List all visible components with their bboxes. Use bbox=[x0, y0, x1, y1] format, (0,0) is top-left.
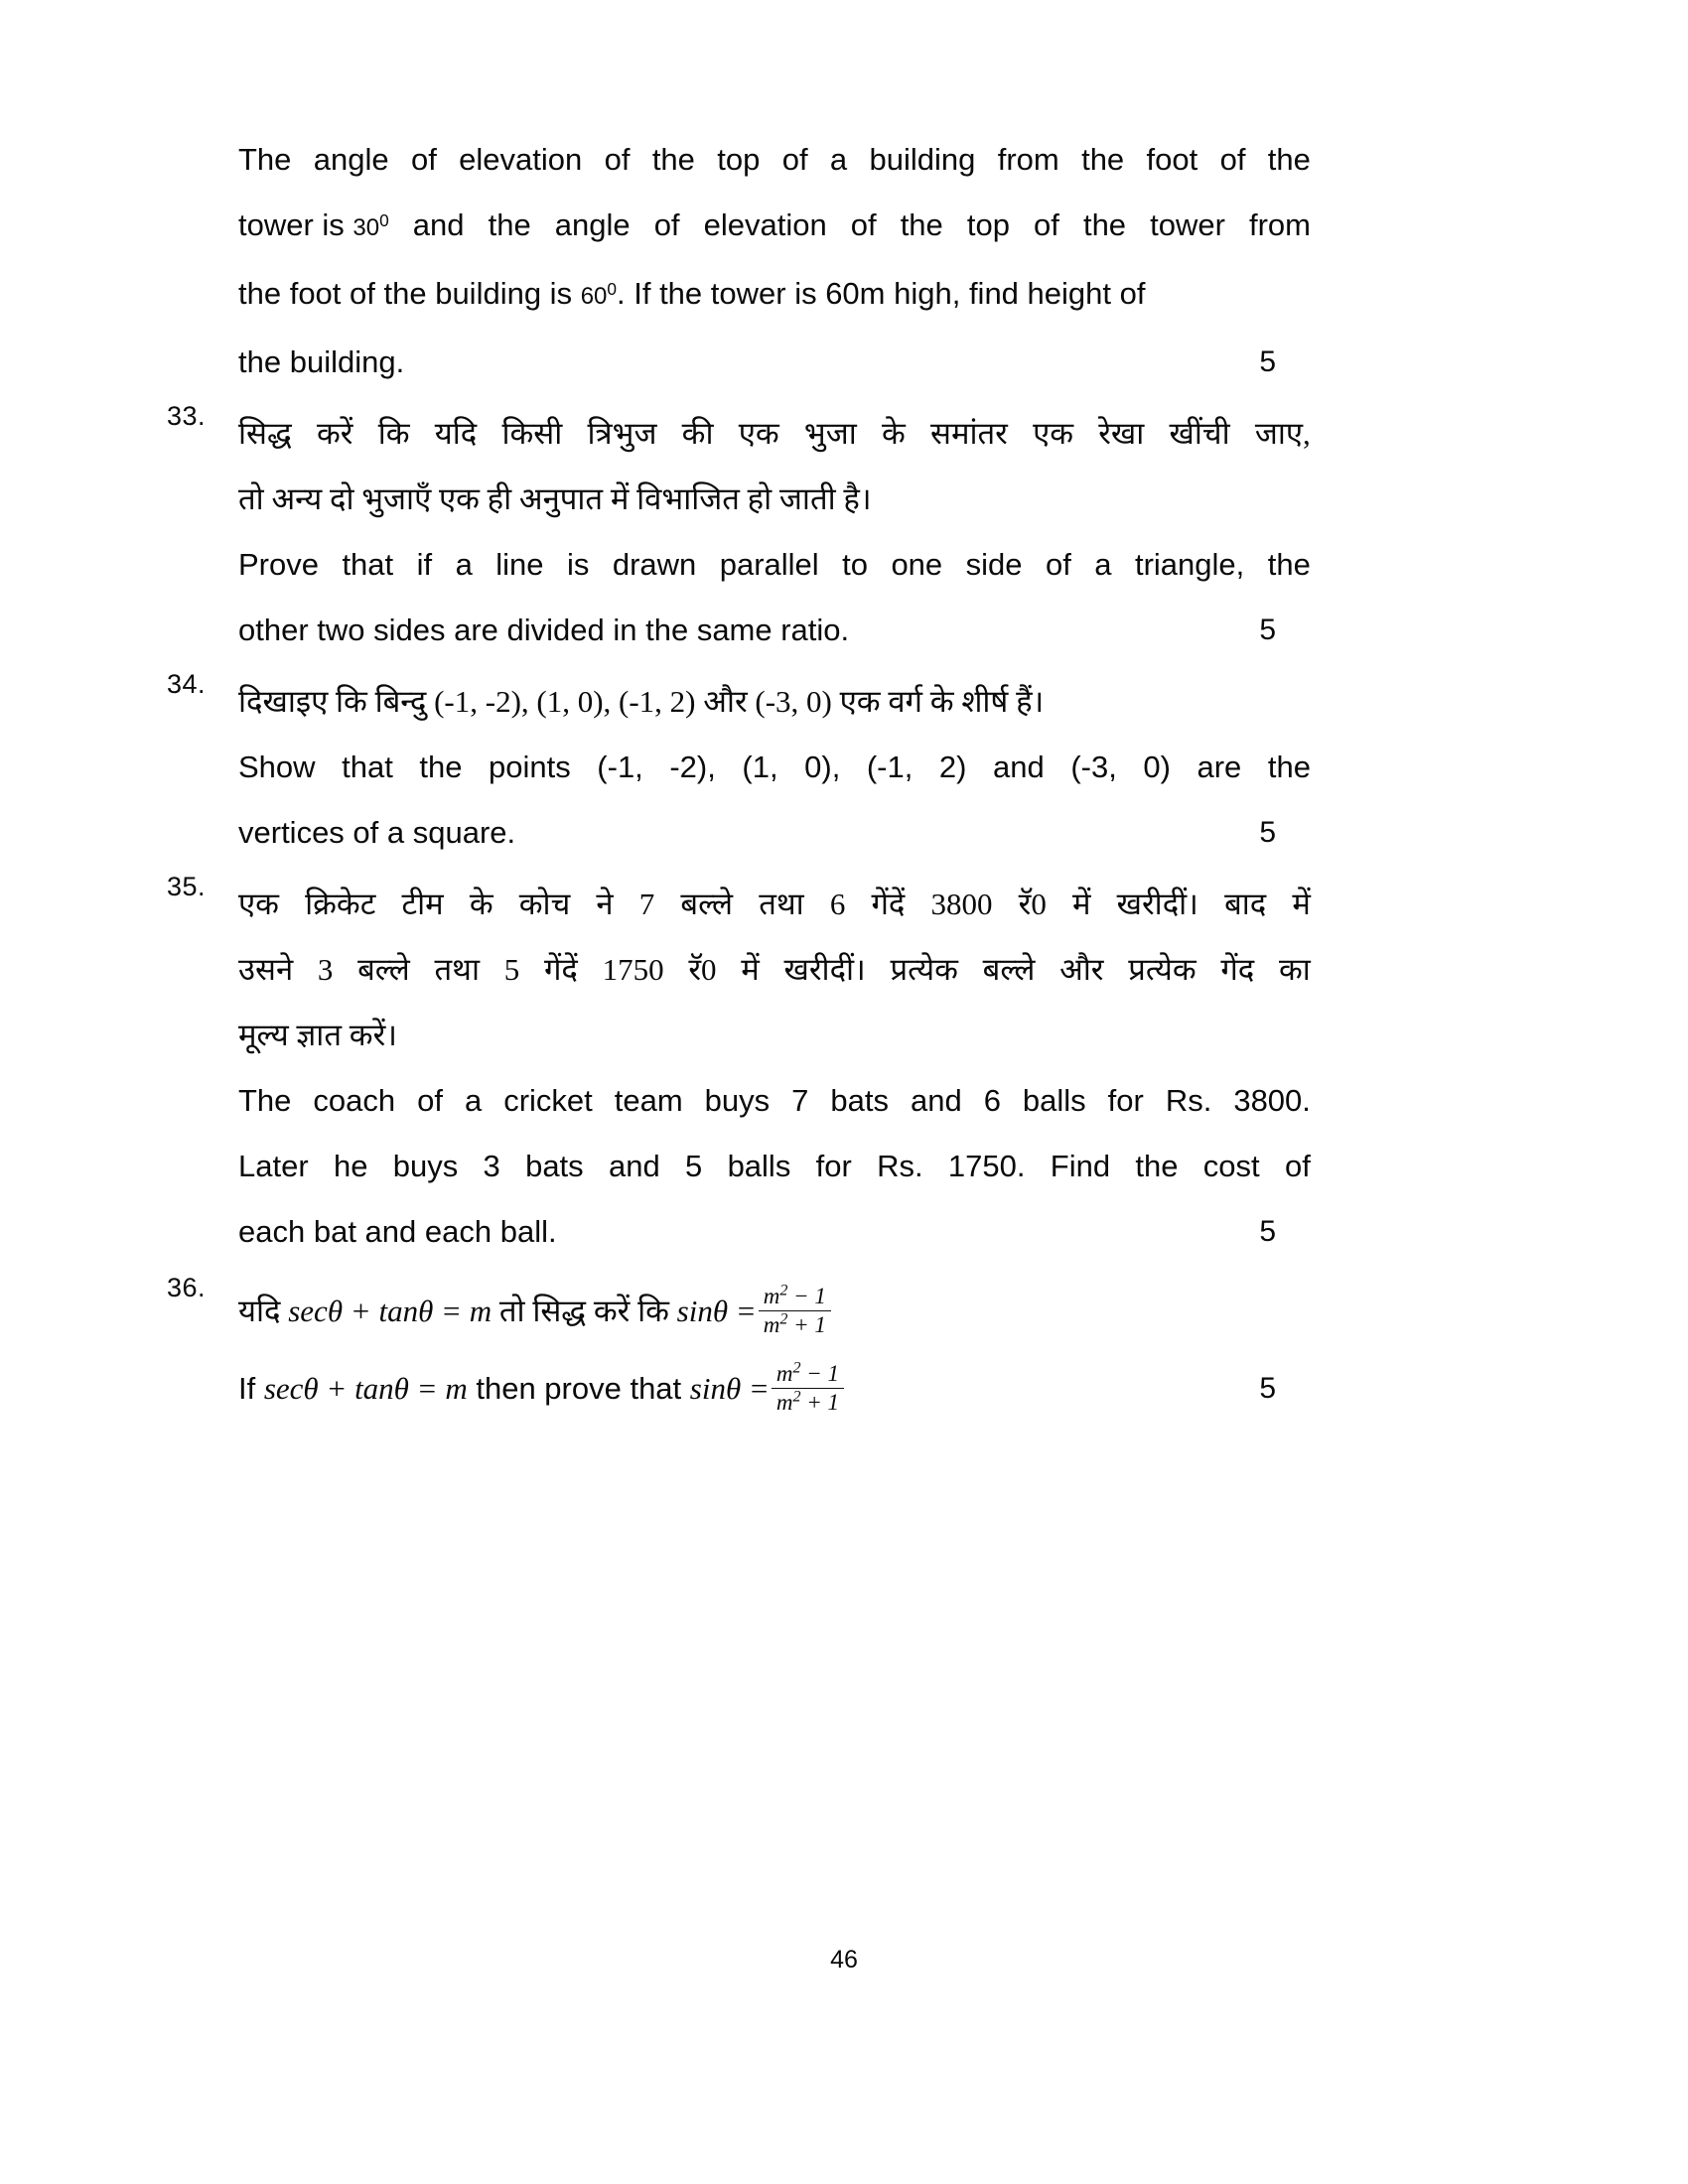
word: उसने bbox=[238, 952, 294, 987]
denominator-base: m bbox=[775, 1390, 793, 1416]
word: The bbox=[238, 142, 292, 177]
word: building bbox=[869, 142, 976, 177]
word: of bbox=[1045, 547, 1071, 582]
numerator-tail: − 1 bbox=[800, 1360, 840, 1386]
word: कोच bbox=[518, 887, 571, 921]
justified-row bbox=[238, 872, 1311, 937]
word: tower bbox=[1150, 207, 1225, 242]
fraction-numerator bbox=[759, 1284, 831, 1310]
word: Prove bbox=[238, 547, 319, 582]
word: जाए, bbox=[1254, 416, 1311, 451]
word: यदि bbox=[434, 416, 478, 451]
word: if bbox=[416, 547, 433, 582]
denominator-exponent: 2 bbox=[792, 1388, 801, 1406]
word: coach bbox=[313, 1083, 396, 1118]
word: 0) bbox=[1143, 750, 1171, 784]
word: and bbox=[993, 750, 1045, 784]
question-35-hi-line-2 bbox=[238, 937, 1475, 1003]
question-34 bbox=[167, 669, 1475, 866]
word: that bbox=[342, 547, 394, 582]
word: बल्ले bbox=[357, 952, 410, 987]
text-row bbox=[238, 1350, 1311, 1428]
word: एक bbox=[738, 416, 779, 451]
word: cost bbox=[1202, 1149, 1260, 1183]
word: 1750 bbox=[602, 952, 664, 987]
question-35-en-line-3 bbox=[238, 1199, 1475, 1265]
word: (-3, bbox=[1070, 750, 1117, 784]
word: क्रिकेट bbox=[305, 887, 376, 921]
word: के bbox=[881, 416, 906, 451]
justified-row bbox=[238, 937, 1311, 1003]
question-34-hi-line-1 bbox=[238, 669, 1475, 735]
text-row: each bat and each ball. bbox=[238, 1214, 557, 1249]
math-expression: secθ + tanθ = m bbox=[263, 1371, 468, 1406]
word: of bbox=[653, 207, 680, 242]
word: are bbox=[1196, 750, 1242, 784]
word: bats bbox=[830, 1083, 889, 1118]
word: foot bbox=[1146, 142, 1198, 177]
page-number: 46 bbox=[830, 1946, 858, 1974]
word: में bbox=[1292, 887, 1311, 921]
word: side bbox=[965, 547, 1023, 582]
fraction-m2-minus-1-over-m2-plus-1 bbox=[772, 1361, 844, 1417]
text-run: tower is bbox=[238, 207, 353, 242]
question-36 bbox=[167, 1273, 1475, 1428]
question-32-continued bbox=[238, 127, 1475, 395]
justified-row bbox=[238, 401, 1311, 467]
word: the bbox=[900, 207, 943, 242]
degree-value bbox=[352, 210, 389, 241]
word: the bbox=[488, 207, 531, 242]
word: the bbox=[1135, 1149, 1179, 1183]
numerator-exponent: 2 bbox=[779, 1282, 788, 1299]
denominator-tail: + 1 bbox=[787, 1312, 826, 1338]
text-row bbox=[238, 1273, 1311, 1350]
question-number: 34. bbox=[167, 669, 207, 699]
word: of bbox=[781, 142, 808, 177]
question-number: 33. bbox=[167, 401, 207, 431]
word: cricket bbox=[503, 1083, 593, 1118]
word: कि bbox=[377, 416, 410, 451]
numerator-base: m bbox=[775, 1360, 793, 1386]
word: elevation bbox=[459, 142, 583, 177]
word: of bbox=[410, 142, 437, 177]
degree-symbol: 0 bbox=[607, 279, 617, 299]
word: the bbox=[1267, 547, 1311, 582]
fraction-m2-minus-1-over-m2-plus-1 bbox=[759, 1284, 831, 1339]
word: तथा bbox=[434, 952, 481, 987]
math-expression: secθ + tanθ = m bbox=[288, 1294, 492, 1328]
word: from bbox=[997, 142, 1059, 177]
word: प्रत्येक bbox=[1128, 952, 1196, 987]
marks-value: 5 bbox=[1259, 1215, 1276, 1248]
word: 5 bbox=[685, 1149, 703, 1183]
word: गेंदें bbox=[871, 887, 906, 921]
question-number: 36. bbox=[167, 1273, 207, 1302]
numerator-exponent: 2 bbox=[792, 1359, 801, 1377]
justified-row bbox=[238, 193, 1311, 261]
word: 6 bbox=[829, 887, 846, 921]
text-run: the foot of the building is bbox=[238, 276, 581, 311]
word: रॅ0 bbox=[1018, 887, 1047, 921]
justified-row bbox=[238, 1068, 1311, 1134]
text-row: मूल्य ज्ञात करें। bbox=[238, 1018, 397, 1052]
word: त्रिभुज bbox=[587, 416, 657, 451]
word: 0), bbox=[804, 750, 841, 784]
question-33-hi-line-1 bbox=[238, 401, 1475, 467]
word: the bbox=[419, 750, 463, 784]
word: and bbox=[608, 1149, 660, 1183]
word: रेखा bbox=[1098, 416, 1145, 451]
word: and bbox=[910, 1083, 962, 1118]
word: points bbox=[489, 750, 571, 784]
question-36-hi-line-1 bbox=[238, 1273, 1475, 1350]
word: and bbox=[412, 207, 465, 242]
sin-theta-label: sinθ = bbox=[676, 1294, 757, 1328]
word: to bbox=[842, 547, 868, 582]
degree-number: 60 bbox=[580, 283, 608, 310]
word: of bbox=[1034, 207, 1059, 242]
word: बल्ले bbox=[680, 887, 734, 921]
word: रॅ0 bbox=[688, 952, 717, 987]
degree-value bbox=[580, 279, 617, 310]
fraction-denominator bbox=[772, 1388, 844, 1416]
word: is bbox=[566, 547, 590, 582]
question-36-en-line-1 bbox=[238, 1350, 1475, 1428]
question-32-en-line-3 bbox=[238, 261, 1475, 330]
text-row: दिखाइए कि बिन्दु (-1, -2), (1, 0), (-1, 2) और (-3, 0) एक वर्ग के शीर्ष हैं। bbox=[238, 684, 1045, 719]
word: 7 bbox=[791, 1083, 809, 1118]
word: और bbox=[1059, 952, 1104, 987]
marks-value: 5 bbox=[1259, 816, 1276, 849]
word: the bbox=[651, 142, 695, 177]
numerator-tail: − 1 bbox=[787, 1283, 826, 1308]
word: खींची bbox=[1169, 416, 1230, 451]
text-run: . If the tower is 60m high, find height of bbox=[617, 276, 1146, 311]
denominator-tail: + 1 bbox=[800, 1390, 840, 1416]
line-lead-text bbox=[238, 193, 389, 261]
word: parallel bbox=[719, 547, 819, 582]
word: Find bbox=[1050, 1149, 1111, 1183]
question-33-hi-line-2 bbox=[238, 467, 1475, 532]
fraction-numerator bbox=[772, 1361, 844, 1388]
justified-row bbox=[238, 127, 1311, 193]
word: The bbox=[238, 1083, 292, 1118]
hindi-prefix: यदि bbox=[238, 1294, 289, 1328]
word: एक bbox=[238, 887, 279, 921]
marks-value: 5 bbox=[1259, 345, 1276, 378]
question-35-hi-line-1 bbox=[238, 872, 1475, 937]
word: elevation bbox=[703, 207, 827, 242]
question-32-en-line-4 bbox=[238, 330, 1475, 395]
word: a bbox=[464, 1083, 483, 1118]
word: 6 bbox=[983, 1083, 1001, 1118]
word: line bbox=[495, 547, 544, 582]
word: a bbox=[829, 142, 848, 177]
word: a bbox=[455, 547, 473, 582]
word: angle bbox=[554, 207, 631, 242]
word: balls bbox=[1022, 1083, 1086, 1118]
word: करें bbox=[316, 416, 353, 451]
word: बाद bbox=[1224, 887, 1267, 921]
word: 7 bbox=[638, 887, 655, 921]
question-33-en-line-2 bbox=[238, 598, 1475, 663]
word: the bbox=[1267, 142, 1311, 177]
word: of bbox=[850, 207, 877, 242]
word: 3800. bbox=[1233, 1083, 1311, 1118]
question-33-en-line-1 bbox=[238, 532, 1475, 598]
question-35 bbox=[167, 872, 1475, 1265]
word: समांतर bbox=[929, 416, 1008, 451]
word: खरीदीं। bbox=[783, 952, 866, 987]
word: of bbox=[1284, 1149, 1311, 1183]
word: Show bbox=[238, 750, 316, 784]
word: प्रत्येक bbox=[890, 952, 958, 987]
word: triangle, bbox=[1134, 547, 1245, 582]
word: 3 bbox=[317, 952, 334, 987]
sin-theta-label: sinθ = bbox=[689, 1371, 770, 1406]
word: the bbox=[1082, 207, 1127, 242]
question-35-en-line-2 bbox=[238, 1134, 1475, 1199]
denominator-exponent: 2 bbox=[779, 1310, 788, 1328]
word: 2) bbox=[938, 750, 967, 784]
word: the bbox=[1267, 750, 1311, 784]
word: Rs. bbox=[877, 1149, 923, 1183]
denominator-base: m bbox=[763, 1312, 780, 1338]
word: का bbox=[1279, 952, 1311, 987]
marks-value: 5 bbox=[1259, 614, 1276, 646]
justified-row bbox=[238, 532, 1311, 598]
english-prefix: If bbox=[238, 1371, 264, 1406]
word: बल्ले bbox=[982, 952, 1036, 987]
question-32-en-line-1 bbox=[238, 127, 1475, 193]
word: 1750. bbox=[947, 1149, 1026, 1183]
fraction-denominator bbox=[759, 1310, 831, 1338]
question-number: 35. bbox=[167, 872, 207, 901]
text-row: vertices of a square. bbox=[238, 815, 516, 850]
word: buys bbox=[704, 1083, 771, 1118]
word: किसी bbox=[501, 416, 563, 451]
word: गेंदें bbox=[543, 952, 578, 987]
word: की bbox=[681, 416, 714, 451]
word: सिद्ध bbox=[238, 416, 292, 451]
word: drawn bbox=[612, 547, 697, 582]
justified-row bbox=[238, 735, 1311, 800]
word: he bbox=[333, 1149, 368, 1183]
numerator-base: m bbox=[763, 1283, 780, 1308]
word: के bbox=[469, 887, 493, 921]
word: top bbox=[966, 207, 1010, 242]
word: the bbox=[1081, 142, 1125, 177]
english-middle: then prove that bbox=[467, 1371, 690, 1406]
word: for bbox=[1107, 1083, 1144, 1118]
question-35-hi-line-3 bbox=[238, 1003, 1475, 1068]
text-row bbox=[238, 261, 1311, 330]
word: भुजा bbox=[803, 416, 857, 451]
word: 3800 bbox=[930, 887, 993, 921]
word: (-1, bbox=[597, 750, 643, 784]
justified-row bbox=[238, 1134, 1311, 1199]
hindi-middle: तो सिद्ध करें कि bbox=[492, 1294, 677, 1328]
text-row: other two sides are divided in the same ratio. bbox=[238, 613, 850, 647]
word: angle bbox=[313, 142, 389, 177]
word: 5 bbox=[503, 952, 520, 987]
word: from bbox=[1249, 207, 1311, 242]
word: तथा bbox=[759, 887, 804, 921]
word: (-1, bbox=[866, 750, 914, 784]
question-32-en-line-2 bbox=[238, 193, 1475, 261]
word: that bbox=[342, 750, 393, 784]
word: (1, bbox=[742, 750, 778, 784]
word: of bbox=[1219, 142, 1246, 177]
word: खरीदीं। bbox=[1116, 887, 1198, 921]
word: for bbox=[815, 1149, 852, 1183]
word: 3 bbox=[483, 1149, 500, 1183]
page-content bbox=[167, 127, 1475, 1433]
word: गेंद bbox=[1220, 952, 1255, 987]
word: buys bbox=[392, 1149, 459, 1183]
word: one bbox=[891, 547, 943, 582]
word: of bbox=[417, 1083, 443, 1118]
word: में bbox=[741, 952, 760, 987]
question-35-en-line-1 bbox=[238, 1068, 1475, 1134]
word: of bbox=[604, 142, 631, 177]
marks-value: 5 bbox=[1259, 1372, 1276, 1405]
word: -2), bbox=[669, 750, 716, 784]
question-33 bbox=[167, 401, 1475, 663]
text-row: the building. bbox=[238, 344, 405, 379]
word: ने bbox=[596, 887, 614, 921]
word: team bbox=[614, 1083, 683, 1118]
question-34-en-line-1 bbox=[238, 735, 1475, 800]
degree-symbol: 0 bbox=[379, 210, 389, 230]
word: bats bbox=[525, 1149, 584, 1183]
word: में bbox=[1071, 887, 1091, 921]
question-34-en-line-2 bbox=[238, 800, 1475, 866]
word: balls bbox=[727, 1149, 791, 1183]
word: टीम bbox=[401, 887, 444, 921]
word: एक bbox=[1033, 416, 1074, 451]
degree-number: 30 bbox=[352, 214, 380, 241]
word: top bbox=[717, 142, 761, 177]
text-row: तो अन्य दो भुजाएँ एक ही अनुपात में विभाजित हो जाती है। bbox=[238, 481, 872, 516]
word: Rs. bbox=[1165, 1083, 1212, 1118]
word: Later bbox=[238, 1149, 309, 1183]
word: a bbox=[1094, 547, 1112, 582]
